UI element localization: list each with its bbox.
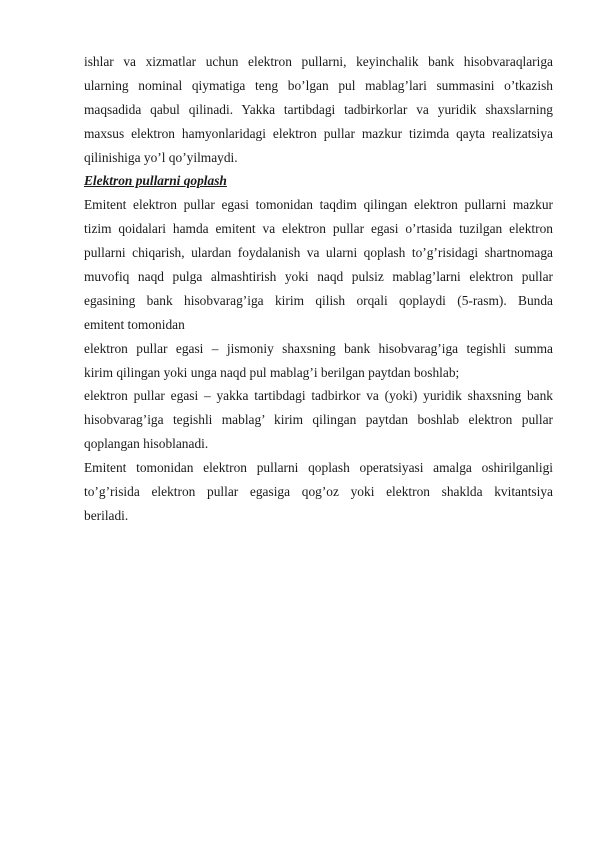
paragraph-line: kirim qilingan yoki unga naqd pul mablag’i berilgan paytdan boshlab;	[84, 364, 460, 380]
paragraph-line: elektron pullar egasi – jismoniy shaxsning bank hisobvarag’iga tegishli summa	[84, 340, 553, 356]
paragraph-line: ularning nominal qiymatiga teng bo’lgan pul mablag’lari summasini o’tkazish	[84, 77, 553, 93]
paragraph-line: elektron pullar egasi – yakka tartibdagi tadbirkor va (yoki) yuridik shaxsning bank	[84, 388, 553, 404]
paragraph-line: tizim qoidalari hamda emitent va elektron pullar egasi o’rtasida tuzilgan elektron	[84, 221, 553, 237]
paragraph-line: beriladi.	[84, 507, 129, 523]
paragraph-line: qoplangan hisoblanadi.	[84, 436, 209, 452]
paragraph-line: maxsus elektron hamyonlaridagi elektron pullar mazkur tizimda qayta realizatsiya	[84, 125, 553, 141]
section-heading: Elektron pullarni qoplash	[84, 173, 227, 189]
paragraph-line: muvofiq naqd pulga almashtirish yoki naqd pulsiz mablag’larni elektron pullar	[84, 269, 553, 285]
paragraph-line: Emitent elektron pullar egasi tomonidan taqdim qilingan elektron pullarni mazkur	[84, 197, 553, 213]
paragraph-line: maqsadida qabul qilinadi. Yakka tartibdagi tadbirkorlar va yuridik shaxslarning	[84, 101, 553, 117]
paragraph-line: ishlar va xizmatlar uchun elektron pullarni, keyinchalik bank hisobvaraqlariga	[84, 54, 553, 69]
paragraph-line: emitent tomonidan	[84, 316, 185, 332]
paragraph-line: to’g’risida elektron pullar egasiga qog’oz yoki elektron shaklda kvitantsiya	[84, 484, 553, 500]
paragraph-line: hisobvarag’iga tegishli mablag’ kirim qilingan paytdan boshlab elektron pullar	[84, 412, 553, 428]
paragraph-line: Emitent tomonidan elektron pullarni qoplash operatsiyasi amalga oshirilganligi	[84, 460, 553, 476]
document-page	[84, 50, 553, 528]
paragraph-line: pullarni chiqarish, ulardan foydalanish va ularni qoplash to’g’risidagi shartnomaga	[84, 245, 553, 261]
paragraph-line: qilinishiga yo’l qo’yilmaydi.	[84, 149, 238, 165]
paragraph-line: egasining bank hisobvarag’iga kirim qilish orqali qoplaydi (5-rasm). Bunda	[84, 292, 553, 308]
